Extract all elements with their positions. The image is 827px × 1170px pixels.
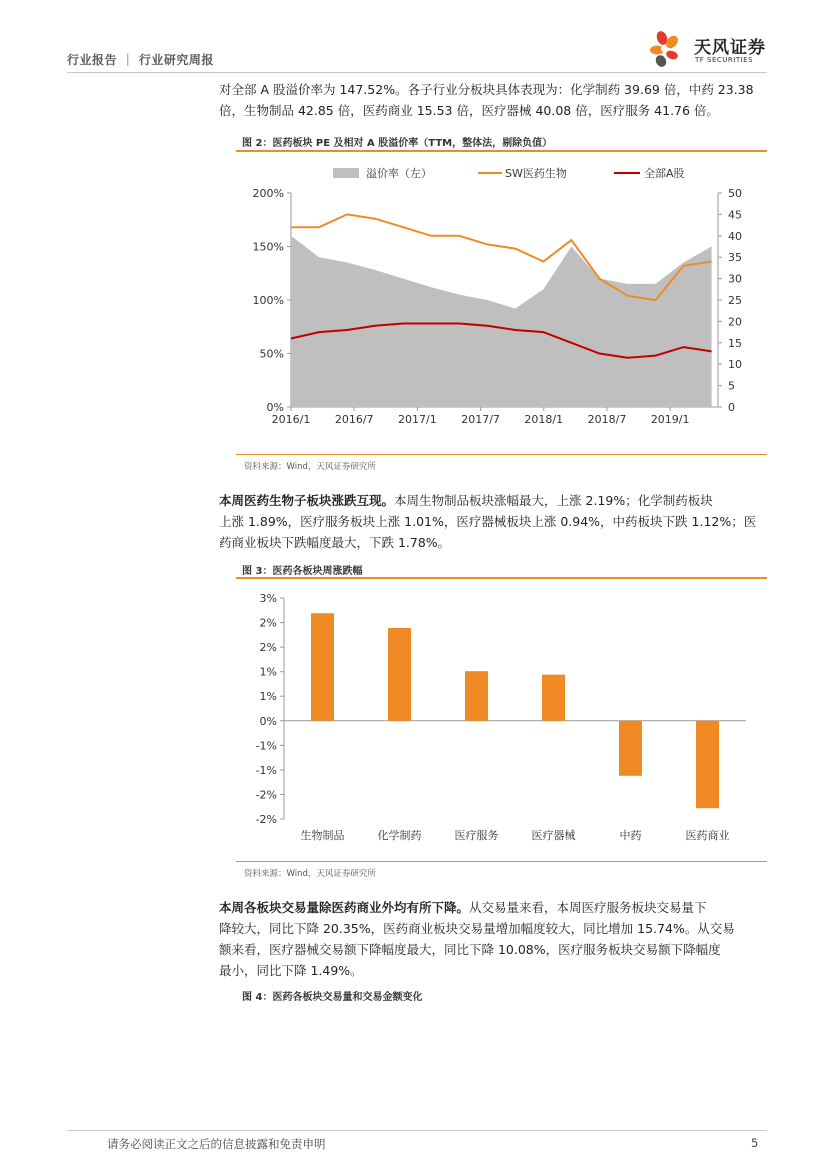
chart1-right-tick-label: 20: [728, 315, 742, 329]
chart2-y-tick-label: 1%: [259, 665, 277, 679]
footer-divider: [67, 1130, 767, 1131]
report-type-header: [67, 51, 214, 68]
page-number: 5: [751, 1136, 759, 1150]
header-separator: ｜: [121, 53, 135, 67]
bar: [388, 628, 411, 721]
chart1-right-tick-label: 45: [728, 208, 742, 222]
chart1-left-tick-label: 150%: [252, 240, 284, 254]
chart2-category-label: 生物制品: [300, 829, 345, 842]
figure-3-title: 图 3：医药各板块周涨跌幅: [242, 566, 363, 577]
paragraph-text: 从交易量来看，本周医疗服务板块交易量下: [469, 900, 707, 915]
figure-2-source: 资料来源：Wind，天风证券研究所: [244, 462, 376, 472]
brand-name-cn: 天风证券: [694, 38, 766, 58]
paragraph-lead: 本周医药生物子板块涨跌互现。: [219, 493, 395, 508]
chart1-left-tick-label: 0%: [266, 401, 284, 414]
chart2-y-tick-label: 0%: [259, 714, 277, 728]
chart1-x-tick-label: 2017/1: [398, 413, 437, 426]
paragraph-line: 额来看，医疗器械交易额下降幅度最大，同比下降 10.08%，医疗服务板块交易额下降幅度: [219, 942, 721, 957]
figure-3-source: 资料来源：Wind，天风证券研究所: [244, 869, 376, 879]
bar: [619, 721, 642, 776]
chart1-right-tick-label: 40: [728, 229, 742, 243]
chart2-y-tick-label: -2%: [255, 788, 277, 802]
figure-2-bottom-rule: [236, 454, 767, 455]
paragraph-line: 上涨 1.89%，医疗服务板块上涨 1.01%，医疗器械板块上涨 0.94%，中药板块下跌 1.12%；医: [219, 514, 757, 529]
chart1-x-tick-label: 2019/1: [650, 413, 690, 426]
chart1-right-tick-label: 35: [728, 251, 742, 265]
legend-label-sw: SW医药生物: [505, 167, 567, 180]
chart2-y-tick-label: -1%: [255, 763, 277, 777]
paragraph-line: 倍，生物制品 42.85 倍，医药商业 15.53 倍，医疗器械 40.08 倍，医疗服务 41.76 倍。: [219, 103, 719, 118]
chart1-right-tick-label: 0: [728, 401, 735, 414]
paragraph-text: 本周生物制品板块涨幅最大，上涨 2.19%；化学制药板块: [394, 493, 713, 508]
chart1-right-tick-label: 30: [728, 272, 742, 286]
figure-2-title: 图 2：医药板块 PE 及相对 A 股溢价率（TTM，整体法，剔除负值）: [242, 138, 553, 149]
figure-3-bottom-rule: [236, 861, 767, 862]
brand-name-en: TF SECURITIES: [695, 56, 754, 64]
chart1-right-tick-label: 25: [728, 294, 742, 307]
chart1-left-tick-label: 200%: [252, 187, 284, 200]
chart2-y-tick-label: -1%: [255, 739, 277, 753]
chart2-category-label: 化学制药: [377, 829, 422, 842]
chart2-y-tick-label: 3%: [259, 592, 277, 605]
chart1-left-tick-label: 50%: [259, 347, 284, 361]
chart2-y-tick-label: -2%: [255, 813, 277, 826]
chart1-x-tick-label: 2016/7: [334, 413, 374, 426]
paragraph-line: [219, 897, 767, 918]
legend-label-all-a: 全部A股: [644, 167, 685, 180]
chart2-y-tick-label: 2%: [259, 641, 277, 655]
chart1-x-tick-label: 2016/1: [271, 413, 311, 426]
chart1-x-tick-label: 2017/7: [461, 413, 500, 426]
chart2-category-label: 医疗服务: [454, 829, 499, 842]
chart1-left-tick-label: 100%: [252, 294, 284, 307]
weekly-change-bar-chart: [236, 584, 767, 856]
paragraph-line: 最小，同比下降 1.49%。: [219, 963, 363, 978]
legend-label-premium: 溢价率（左）: [366, 167, 432, 180]
chart1-legend: [333, 166, 685, 180]
chart1-right-tick-label: 50: [728, 187, 742, 200]
report-subtype-label: 行业研究周报: [138, 53, 214, 67]
figure-4-title: 图 4：医药各板块交易量和交易金额变化: [242, 992, 423, 1003]
chart2-category-label: 中药: [619, 829, 642, 842]
chart2-category-label: 医疗器械: [531, 829, 576, 842]
figure-2-top-rule: [236, 150, 767, 152]
bar: [696, 721, 719, 808]
paragraph-weekly-change: [219, 490, 767, 553]
paragraph-line: 降较大，同比下降 20.35%，医药商业板块交易量增加幅度较大，同比增加 15.74%。从交易: [219, 921, 735, 936]
chart1-right-tick-label: 15: [728, 336, 742, 350]
chart1-right-tick-label: 5: [728, 379, 735, 393]
chart1-right-tick-label: 10: [728, 358, 742, 372]
series-area-premium: [291, 236, 712, 407]
paragraph-line: 对全部 A 股溢价率为 147.52%。各子行业分板块具体表现为：化学制药 39.69 倍，中药 23.38: [219, 82, 754, 97]
figure-3-top-rule: [236, 577, 767, 579]
paragraph-line: [219, 490, 767, 511]
paragraph-lead: 本周各板块交易量除医药商业外均有所下降。: [219, 900, 470, 915]
footer-disclaimer: 请务必阅读正文之后的信息披露和免责申明: [107, 1137, 326, 1151]
report-type-label: 行业报告: [67, 53, 118, 67]
chart2-category-label: 医药商业: [685, 829, 730, 842]
chart1-x-tick-label: 2018/1: [524, 413, 564, 426]
chart1-x-tick-label: 2018/7: [587, 413, 627, 426]
flower-icon: [650, 30, 680, 69]
legend-swatch-premium: [333, 168, 359, 178]
header-divider: [67, 72, 767, 73]
paragraph-line: 药商业板块下跌幅度最大，下跌 1.78%。: [219, 535, 451, 550]
pe-premium-chart: [236, 155, 767, 445]
paragraph-volume: [219, 897, 767, 981]
bar: [465, 671, 488, 721]
bar: [311, 613, 334, 721]
bar: [542, 675, 565, 721]
chart2-y-tick-label: 1%: [259, 690, 277, 704]
paragraph-premium: [219, 79, 767, 121]
chart2-y-tick-label: 2%: [259, 616, 277, 630]
